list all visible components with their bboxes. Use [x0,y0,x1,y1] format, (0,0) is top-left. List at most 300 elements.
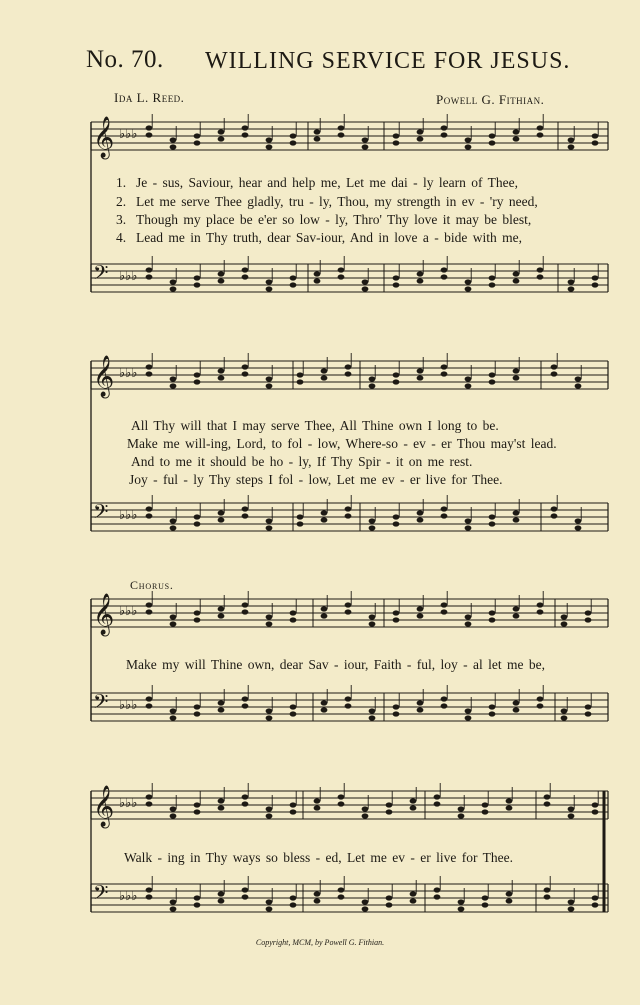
note-head [242,132,249,137]
note-head [146,513,153,518]
note-head [592,282,599,287]
key-flats-icon: ♭♭♭ [119,508,138,523]
note-head [465,137,472,142]
note-head [194,895,201,900]
note-head [434,794,441,799]
note-head [441,703,448,708]
note-head [458,906,465,911]
bass-clef-icon: 𝄢 [93,261,109,289]
note-head [575,518,582,523]
verse-number: 3. [116,212,127,227]
note-head [266,137,273,142]
note-head [338,267,345,272]
note-head [513,510,520,515]
note-head [321,375,328,380]
note-head [266,376,273,381]
note-head [321,606,328,611]
note-head [146,506,153,511]
note-head [170,621,177,626]
note-head [506,898,513,903]
note-head [194,140,201,145]
note-head [417,700,424,705]
note-head [290,902,297,907]
verse-2-line-2: Make me will-ing, Lord, to fol - low, Where-so - ev - er Thou may'st lead. [127,436,557,451]
note-head [544,894,551,899]
note-head [242,794,249,799]
key-flats-icon: ♭♭♭ [119,269,138,284]
note-head [592,275,599,280]
note-head [194,902,201,907]
note-head [338,274,345,279]
note-head [362,813,369,818]
note-head [321,613,328,618]
note-head [170,376,177,381]
note-head [266,806,273,811]
note-head [592,895,599,900]
note-head [465,715,472,720]
bass-clef-icon: 𝄢 [93,690,109,718]
note-head [417,606,424,611]
note-head [314,891,321,896]
note-head [321,517,328,522]
note-head [194,379,201,384]
note-head [369,621,376,626]
key-flats-icon: ♭♭♭ [119,127,138,142]
note-head [434,887,441,892]
bass-clef-icon: 𝄢 [93,881,109,909]
note-head [369,708,376,713]
note-head [592,140,599,145]
note-head [266,286,273,291]
note-head [544,887,551,892]
note-head [568,813,575,818]
note-head [393,140,400,145]
note-head [441,371,448,376]
lyric-text: Lead me in Thy truth, dear Sav-iour, And in love a - bide with me, [136,230,523,245]
note-head [465,286,472,291]
note-head [266,144,273,149]
note-head [146,132,153,137]
note-head [434,894,441,899]
note-head [242,894,249,899]
note-head [417,129,424,134]
note-head [345,609,352,614]
note-head [218,129,225,134]
note-head [338,894,345,899]
treble-clef-icon: 𝄞 [93,786,115,827]
note-head [482,895,489,900]
note-head [410,891,417,896]
note-head [568,137,575,142]
note-head [369,525,376,530]
note-head [458,899,465,904]
note-head [568,806,575,811]
note-head [218,278,225,283]
note-head [585,610,592,615]
note-head [170,806,177,811]
note-head [146,794,153,799]
note-head [489,140,496,145]
note-head [242,696,249,701]
note-head [314,805,321,810]
note-head [513,707,520,712]
note-head [146,894,153,899]
note-head [568,906,575,911]
note-head [362,906,369,911]
note-head [314,898,321,903]
note-head [218,271,225,276]
note-head [489,379,496,384]
note-head [417,271,424,276]
note-head [458,806,465,811]
note-head [170,144,177,149]
note-head [290,704,297,709]
note-head [218,700,225,705]
note-head [362,286,369,291]
note-head [386,802,393,807]
note-head [242,887,249,892]
note-head [194,802,201,807]
note-head [386,902,393,907]
note-head [290,711,297,716]
note-head [489,282,496,287]
note-head [170,715,177,720]
note-head [561,715,568,720]
note-head [482,902,489,907]
note-head [465,376,472,381]
note-head [513,517,520,522]
note-head [266,899,273,904]
note-head [242,513,249,518]
note-head [266,614,273,619]
verse-number: 4. [116,230,127,245]
note-head [345,506,352,511]
note-head [417,510,424,515]
note-head [568,144,575,149]
note-head [561,621,568,626]
note-head [338,125,345,130]
note-head [297,514,304,519]
chorus-label: Chorus. [130,578,174,592]
note-head [513,613,520,618]
note-head [568,286,575,291]
note-head [290,610,297,615]
note-head [218,805,225,810]
note-head [338,794,345,799]
note-head [561,614,568,619]
note-head [266,525,273,530]
note-head [297,372,304,377]
note-head [369,383,376,388]
note-head [146,703,153,708]
note-head [585,711,592,716]
note-head [218,375,225,380]
note-head [393,282,400,287]
note-head [393,133,400,138]
note-head [338,801,345,806]
verse-4-line-1 [116,230,522,246]
note-head [417,368,424,373]
note-head [242,801,249,806]
lyric-text: Though my place be e'er so low - ly, Thro' Thy love it may be blest, [136,212,532,227]
key-flats-icon: ♭♭♭ [119,366,138,381]
note-head [290,133,297,138]
note-head [393,711,400,716]
chorus-line-2: Walk - ing in Thy ways so bless - ed, Let me ev - er live for Thee. [124,850,513,865]
note-head [551,506,558,511]
lyric-text: Let me serve Thee gladly, tru - ly, Thou, my strength in ev - 'ry need, [136,194,538,209]
note-head [194,282,201,287]
verse-3-line-2: And to me it should be ho - ly, If Thy Spir - it on me rest. [131,454,473,469]
note-head [290,895,297,900]
note-head [506,891,513,896]
note-head [266,715,273,720]
note-head [386,895,393,900]
note-head [290,140,297,145]
note-head [338,887,345,892]
note-head [218,517,225,522]
note-head [465,279,472,284]
note-head [561,708,568,713]
note-head [441,267,448,272]
hymn-title: WILLING SERVICE FOR JESUS. [205,48,571,74]
note-head [537,696,544,701]
note-head [290,275,297,280]
note-head [362,137,369,142]
note-head [513,375,520,380]
note-head [537,267,544,272]
note-head [345,703,352,708]
note-head [417,375,424,380]
note-head [393,704,400,709]
note-head [146,602,153,607]
note-head [314,136,321,141]
note-head [266,813,273,818]
note-head [513,278,520,283]
note-head [146,609,153,614]
note-head [146,696,153,701]
note-head [417,136,424,141]
note-head [218,891,225,896]
note-head [544,801,551,806]
note-head [218,898,225,903]
note-head [266,279,273,284]
note-head [266,518,273,523]
note-head [513,700,520,705]
note-head [266,383,273,388]
note-head [266,708,273,713]
note-head [369,376,376,381]
note-head [465,383,472,388]
note-head [551,513,558,518]
note-head [417,517,424,522]
treble-clef-icon: 𝄞 [93,594,115,635]
note-head [146,371,153,376]
note-head [465,525,472,530]
note-head [194,521,201,526]
note-head [551,364,558,369]
note-head [592,133,599,138]
note-head [146,887,153,892]
note-head [434,801,441,806]
note-head [441,364,448,369]
note-head [194,514,201,519]
copyright-notice: Copyright, MCM, by Powell G. Fithian. [255,938,385,947]
note-head [568,899,575,904]
note-head [441,274,448,279]
note-head [506,805,513,810]
note-head [369,518,376,523]
note-head [465,708,472,713]
note-head [393,521,400,526]
note-head [170,708,177,713]
note-head [362,899,369,904]
note-head [441,125,448,130]
note-head [482,802,489,807]
verse-1-line-1 [116,175,518,191]
note-head [410,798,417,803]
note-head [170,286,177,291]
note-head [218,136,225,141]
note-head [345,513,352,518]
note-head [537,602,544,607]
note-head [489,521,496,526]
note-head [489,704,496,709]
note-head [513,368,520,373]
note-head [537,274,544,279]
note-head [218,613,225,618]
note-head [218,798,225,803]
note-head [417,613,424,618]
note-head [290,617,297,622]
chorus-line-1: Make my will Thine own, dear Sav - iour, Faith - ful, loy - al let me be, [126,657,546,672]
note-head [194,133,201,138]
note-head [544,794,551,799]
note-head [345,364,352,369]
verse-number: 1. [116,175,127,190]
note-head [417,278,424,283]
note-head [465,614,472,619]
note-head [194,617,201,622]
note-head [321,510,328,515]
note-head [170,906,177,911]
note-head [266,906,273,911]
note-head [489,610,496,615]
note-head [417,707,424,712]
note-head [194,610,201,615]
note-head [537,125,544,130]
note-head [441,513,448,518]
note-head [194,704,201,709]
note-head [146,274,153,279]
note-head [393,275,400,280]
note-head [242,609,249,614]
verse-1-line-2: All Thy will that I may serve Thee, All Thine own I long to be. [131,418,499,433]
note-head [513,606,520,611]
note-head [290,809,297,814]
verse-3-line-1 [116,212,531,228]
note-head [465,621,472,626]
note-head [242,703,249,708]
note-head [575,525,582,530]
note-head [441,132,448,137]
note-head [242,267,249,272]
note-head [513,129,520,134]
note-head [410,898,417,903]
note-head [585,617,592,622]
note-head [194,372,201,377]
note-head [585,704,592,709]
note-head [242,125,249,130]
note-head [458,813,465,818]
lyricist-credit: Ida L. Reed. [114,90,185,105]
composer-credit: Powell G. Fithian. [436,92,545,107]
note-head [146,364,153,369]
note-head [537,609,544,614]
note-head [362,279,369,284]
note-head [513,136,520,141]
note-head [146,267,153,272]
note-head [170,518,177,523]
note-head [362,144,369,149]
note-head [465,144,472,149]
note-head [266,621,273,626]
key-flats-icon: ♭♭♭ [119,889,138,904]
note-head [338,132,345,137]
note-head [242,506,249,511]
note-head [345,602,352,607]
note-head [170,525,177,530]
note-head [321,700,328,705]
note-head [218,510,225,515]
note-head [386,809,393,814]
key-flats-icon: ♭♭♭ [119,796,138,811]
note-head [489,133,496,138]
verse-4-line-2: Joy - ful - ly Thy steps I fol - low, Let me ev - er live for Thee. [129,472,503,487]
verse-2-line-1 [116,194,538,210]
key-flats-icon: ♭♭♭ [119,698,138,713]
note-head [369,715,376,720]
note-head [441,602,448,607]
note-head [170,813,177,818]
note-head [489,617,496,622]
note-head [170,383,177,388]
note-head [465,518,472,523]
note-head [194,275,201,280]
note-head [345,371,352,376]
note-head [441,696,448,701]
note-head [441,609,448,614]
note-head [194,711,201,716]
note-head [393,379,400,384]
note-head [297,379,304,384]
note-head [489,275,496,280]
note-head [592,802,599,807]
note-head [321,707,328,712]
note-head [513,271,520,276]
note-head [242,274,249,279]
note-head [506,798,513,803]
note-head [393,372,400,377]
note-head [537,132,544,137]
note-head [575,376,582,381]
note-head [218,606,225,611]
note-head [218,707,225,712]
hymn-number: No. 70. [86,46,164,73]
note-head [170,899,177,904]
note-head [482,809,489,814]
note-head [362,806,369,811]
